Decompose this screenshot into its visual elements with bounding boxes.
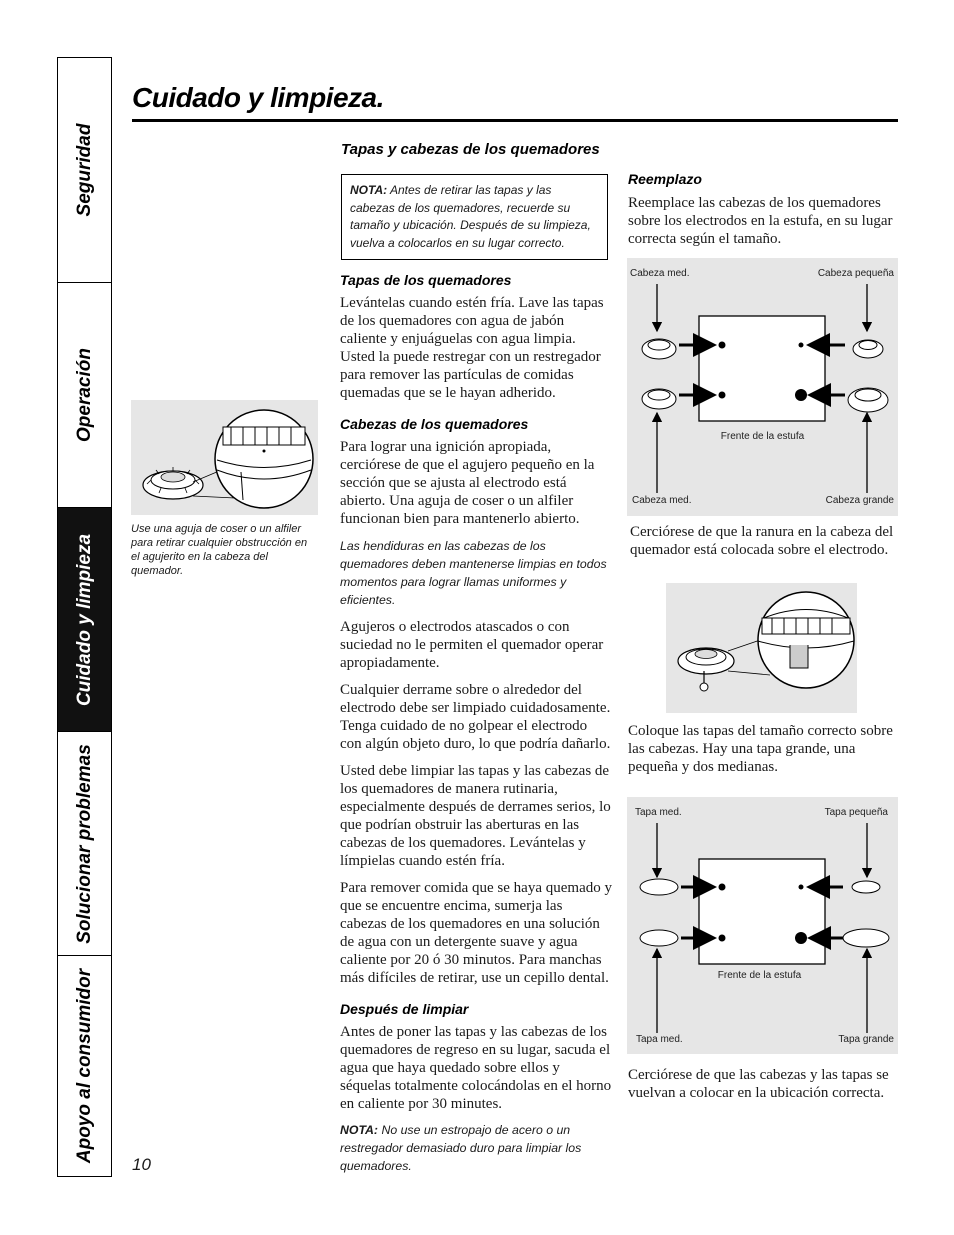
tab-label: Cuidado y limpieza <box>73 533 95 706</box>
label-frente-estufa: Frente de la estufa <box>720 431 805 442</box>
cabezas-p2: Agujeros o electrodos atascados o con suciedad no le permiten el quemador operar apropiadamente. <box>340 619 604 671</box>
burner-needle-illustration <box>131 400 318 515</box>
note-text <box>350 182 599 252</box>
label-cabeza-med-bottom: Cabeza med. <box>632 495 692 506</box>
note-body: Antes de retirar las tapas y las cabezas de los quemadores, recuerde su tamaño y ubicación. Después de su limpieza, vuelva a colocarlos en su lugar correcto. <box>350 183 591 250</box>
title-rule <box>132 119 898 122</box>
note-box <box>341 174 608 260</box>
tapas-heading: Tapas de los quemadores <box>340 272 512 288</box>
despues-text: Antes de poner las tapas y las cabezas de los quemadores de regreso en su lugar, sacuda el agua que haya quedado sobre ellos y séquelas totalmente colocándolas en el horno en caliente por 30 minutes. <box>340 1024 612 1112</box>
tab-cuidado-y-limpieza[interactable] <box>58 508 111 732</box>
tab-apoyo-al-consumidor[interactable] <box>58 956 111 1176</box>
despues-heading: Después de limpiar <box>340 1001 469 1017</box>
middle-column <box>340 272 612 1175</box>
label-cabeza-med-top: Cabeza med. <box>630 268 690 279</box>
label-tapa-pequena: Tapa pequeña <box>824 807 888 818</box>
burner-caps-diagram <box>627 797 898 1054</box>
burner-heads-diagram <box>627 258 898 516</box>
reemplazo-p4: Cerciórese de que las cabezas y las tapas se vuelvan a colocar en la ubicación correcta. <box>628 1067 889 1101</box>
label-tapa-med-top: Tapa med. <box>635 807 682 818</box>
note-label: NOTA: <box>350 183 388 197</box>
despues-note-label: NOTA: <box>340 1123 379 1137</box>
reemplazo-text: Reemplace las cabezas de los quemadores sobre los electrodos en la estufa, en su lugar correcta según el tamaño. <box>628 195 893 247</box>
reemplazo-p3: Coloque las tapas del tamaño correcto sobre las cabezas. Hay una tapa grande, una pequeña y dos medianas. <box>628 723 893 775</box>
cooktop-caps-icon <box>627 797 898 1054</box>
despues-note <box>340 1121 612 1175</box>
burner-electrode-icon <box>666 583 857 713</box>
tab-label: Solucionar problemas <box>73 743 95 944</box>
slot-electrode-illustration <box>666 583 857 713</box>
tab-solucionar-problemas[interactable] <box>58 732 111 956</box>
label-cabeza-pequena: Cabeza pequeña <box>817 268 894 279</box>
cabezas-p4: Usted debe limpiar las tapas y las cabezas de los quemadores de manera rutinaria, especialmente después de derrames serios, lo que podrían obstruir las aberturas en las cabezas de los quemadores. Levántelas y límpielas cuando estén fría. <box>340 763 611 869</box>
section-heading: Tapas y cabezas de los quemadores <box>341 141 600 158</box>
reemplazo-heading: Reemplazo <box>628 171 702 187</box>
section-tabs <box>57 57 112 1177</box>
cabezas-p1: Para lograr una ignición apropiada, cerciórese de que el agujero pequeño en la sección que se ajusta al electrodo está abierto. Una aguja de coser o un alfiler funcionan bien para mantenerlo abierto. <box>340 439 595 527</box>
burner-head-icon <box>131 400 318 515</box>
tab-label: Operación <box>73 348 95 442</box>
cabezas-italic: Las hendiduras en las cabezas de los quemadores deben mantenerse limpias en todos momentos para lograr llamas uniformes y eficientes. <box>340 539 607 607</box>
reemplazo-p2: Cerciórese de que la ranura en la cabeza del quemador está colocada sobre el electrodo. <box>630 524 894 558</box>
left-caption: Use una aguja de coser o un alfiler para retirar cualquier obstrucción en el agujerito en la cabeza del quemador. <box>131 523 308 577</box>
despues-note-body: No use un estropajo de acero o un restregador demasiado duro para limpiar los quemadores. <box>340 1123 582 1173</box>
label-tapa-med-bottom: Tapa med. <box>636 1034 683 1045</box>
tab-label: Seguridad <box>73 123 95 217</box>
label-cabeza-grande: Cabeza grande <box>825 495 894 506</box>
page-title: Cuidado y limpieza. <box>132 82 384 113</box>
tab-operacion[interactable] <box>58 283 111 508</box>
cabezas-p3: Cualquier derrame sobre o alrededor del electrodo debe ser limpiado cuidadosamente. Tenga cuidado de no golpear el electrodo con algún objeto duro, lo que podría dañarlo. <box>340 682 611 752</box>
tab-seguridad[interactable] <box>58 58 111 283</box>
tab-label: Apoyo al consumidor <box>73 968 95 1164</box>
cabezas-p5: Para remover comida que se haya quemado y que se encuentre encima, sumerja las cabezas de los quemadores en una solución de agua con un detergente suave y agua caliente por 20 ó 30 minutos. Para manchas más difíciles de retirar, use un cepillo dental. <box>340 880 612 986</box>
page-number: 10 <box>132 1155 151 1174</box>
cooktop-diagram-icon <box>627 258 898 516</box>
tapas-text: Levántelas cuando estén fría. Lave las tapas de los quemadores con agua de jabón caliente y enjuáguelas con agua limpia. Usted la puede restregar con un restregador para remover las partículas de comidas quemadas que se le hayan adherido. <box>340 295 604 401</box>
label-frente-estufa-caps: Frente de la estufa <box>717 970 802 981</box>
cabezas-heading: Cabezas de los quemadores <box>340 416 529 432</box>
label-tapa-grande: Tapa grande <box>838 1034 894 1045</box>
